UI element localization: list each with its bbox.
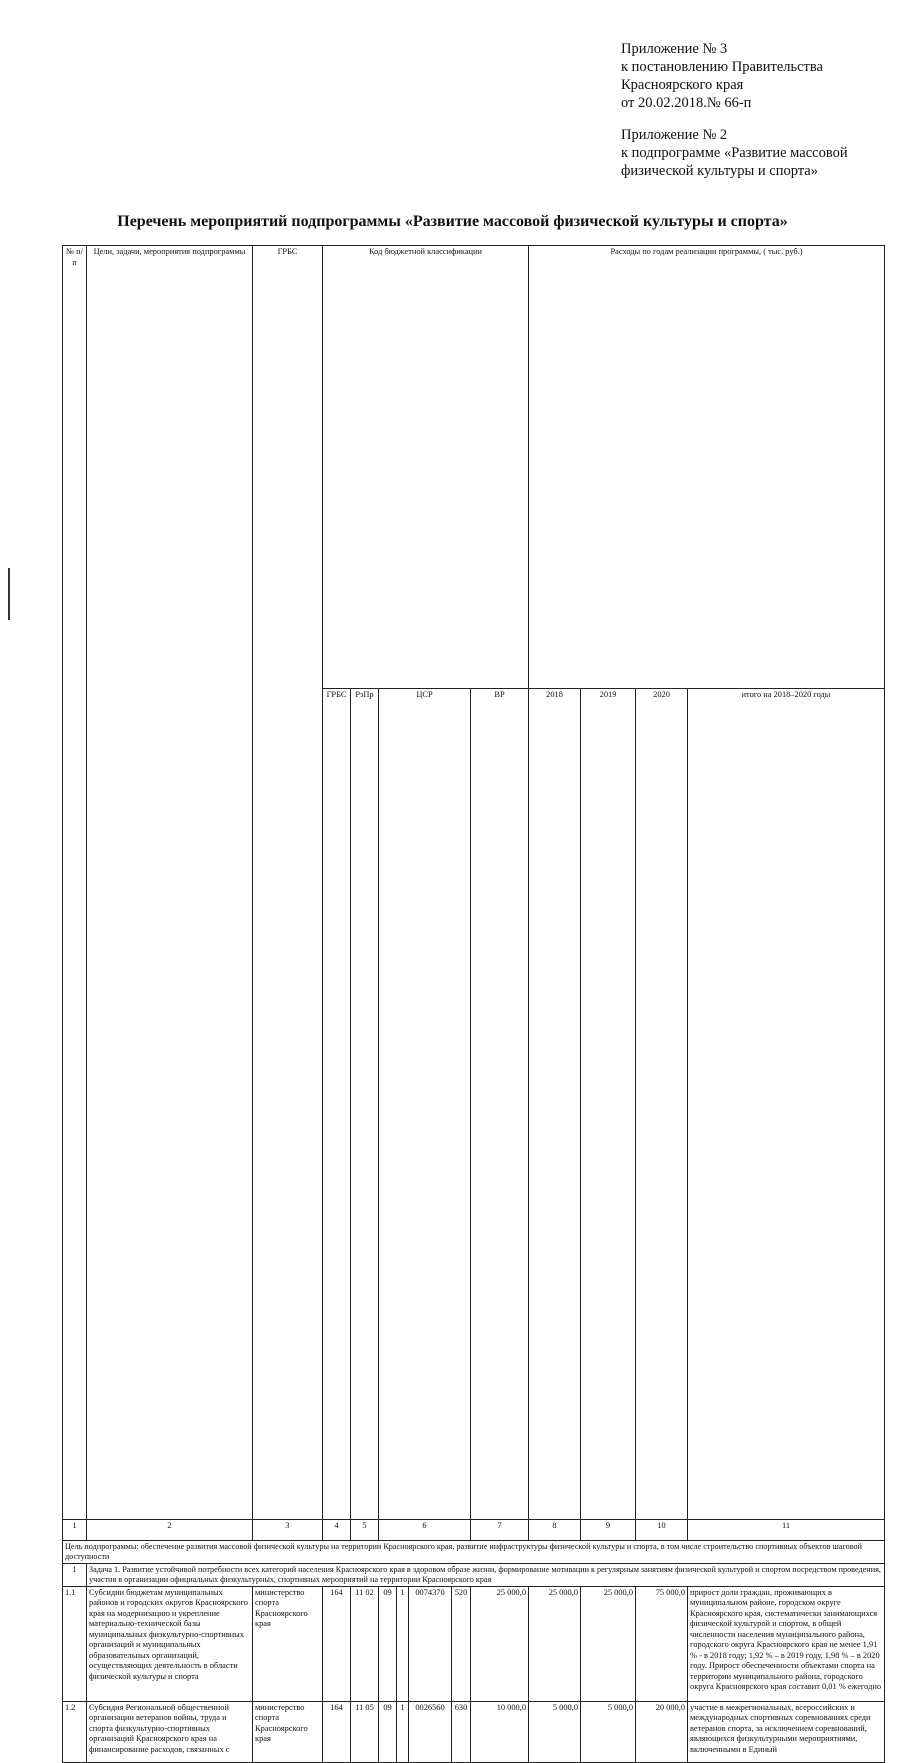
header-grbs: ГРБС: [253, 246, 323, 1520]
annex-3-line-4: от 20.02.2018.№ 66-п: [621, 95, 752, 111]
col-number: 9: [581, 1519, 636, 1540]
row-grbs-code: 164: [323, 1701, 351, 1762]
activities-table: [62, 245, 885, 1763]
header-grbs-code: ГРБС: [323, 688, 351, 1519]
row-2018: 25 000,0: [471, 1586, 529, 1701]
annex-2-line-3: физической культуры и спорта»: [621, 163, 818, 179]
col-number: 1: [63, 1519, 87, 1540]
task-num: 1: [63, 1563, 87, 1586]
row-total: 75 000,0: [636, 1586, 688, 1701]
header-2020: 2020: [636, 688, 688, 1519]
row-grbs: министерство спорта Красноярского края: [253, 1586, 323, 1701]
header-vr: ВР: [471, 688, 529, 1519]
row-grbs: министерство спорта Красноярского края: [253, 1701, 323, 1762]
annex-3-block: [621, 40, 823, 112]
row-2019: 25 000,0: [529, 1586, 581, 1701]
annex-2-line-2: к подпрограмме «Развитие массовой: [621, 145, 848, 161]
row-csr-program: 09: [379, 1586, 397, 1701]
task-row: [63, 1563, 885, 1586]
col-number: 2: [87, 1519, 253, 1540]
header-goals: Цели, задачи, мероприятия подпрограммы: [87, 246, 253, 1520]
row-name: Субсидии бюджетам муниципальных районов и городских округов Красноярского края на модернизацию и укрепление материально-технической базы муниципальных физкультурно-спортивных организаций и муниципальных образовательных организаций, осуществляющих деятельность в области физической культуры и спорта: [87, 1586, 253, 1701]
row-csr-code: 0026560: [409, 1701, 452, 1762]
table-row: [63, 1701, 885, 1762]
document-title: Перечень мероприятий подпрограммы «Развитие массовой физической культуры и спорта»: [117, 213, 788, 230]
goal-row: [63, 1540, 885, 1563]
header-2019: 2019: [581, 688, 636, 1519]
goal-text: Цель подпрограммы: обеспечение развития массовой физической культуры на территории Красноярского края, развитие инфраструктуры физической культуры и спорта, в том числе строительство спортивных объектов шаговой доступности: [63, 1540, 885, 1563]
row-rzpr: 11 05: [351, 1701, 379, 1762]
header-budget-code: Код бюджетной классификации: [323, 246, 529, 689]
row-result: прирост доли граждан, проживающих в муниципальном районе, городском округе Красноярского края, систематически занимающихся физической культурой и спортом, в общей численности населения муниципального района, городского округа Красноярского края не менее 1,91 % - в 2018 году; 1,92 % – в 2019 году, 1,98 % – в 2020 году. Прирост обеспеченности объектами спорта на территории муниципального района, городского округа Красноярского края составит 0,01 % ежегодно: [688, 1586, 885, 1701]
col-number: 3: [253, 1519, 323, 1540]
annex-2-block: [621, 126, 848, 180]
row-csr-subprogram: 1: [397, 1701, 409, 1762]
column-numbers-row: [63, 1519, 885, 1540]
header-total: итого на 2018–2020 годы: [688, 688, 885, 1519]
row-2020: 25 000,0: [581, 1586, 636, 1701]
row-csr-program: 09: [379, 1701, 397, 1762]
row-csr-subprogram: 1: [397, 1586, 409, 1701]
col-number: 4: [323, 1519, 351, 1540]
col-number: 8: [529, 1519, 581, 1540]
row-2020: 5 000,0: [581, 1701, 636, 1762]
annex-2-line-1: Приложение № 2: [621, 127, 728, 143]
row-num: 1.2: [63, 1701, 87, 1762]
row-csr-code: 0074370: [409, 1586, 452, 1701]
table-row: [63, 1586, 885, 1701]
row-rzpr: 11 02: [351, 1586, 379, 1701]
header-rzpr: РзПр: [351, 688, 379, 1519]
row-2019: 5 000,0: [529, 1701, 581, 1762]
row-grbs-code: 164: [323, 1586, 351, 1701]
col-number: 5: [351, 1519, 379, 1540]
header-2018: 2018: [529, 688, 581, 1519]
col-number: 11: [688, 1519, 885, 1540]
col-number: 7: [471, 1519, 529, 1540]
row-total: 20 000,0: [636, 1701, 688, 1762]
row-vr: 520: [452, 1586, 471, 1701]
annex-3-line-1: Приложение № 3: [621, 41, 728, 57]
row-num: 1.1: [63, 1586, 87, 1701]
col-number: 6: [379, 1519, 471, 1540]
row-vr: 630: [452, 1701, 471, 1762]
row-name: Субсидия Региональной общественной организации ветеранов войны, труда и спорта физкультурно-спортивных организаций Красноярского края на финансирование расходов, связанных с: [87, 1701, 253, 1762]
annex-3-line-3: Красноярского края: [621, 77, 744, 93]
row-2018: 10 000,0: [471, 1701, 529, 1762]
scan-margin-mark: [8, 568, 10, 620]
header-csr: ЦСР: [379, 688, 471, 1519]
annex-3-line-2: к постановлению Правительства: [621, 59, 823, 75]
col-number: 10: [636, 1519, 688, 1540]
header-expenses: Расходы по годам реализации программы, ( тыс. руб.): [529, 246, 885, 689]
row-result: участие в межрегиональных, всероссийских и международных спортивных соревнованиях среди ветеранов спорта, за исключением соревнований, являющихся физкультурными мероприятиями, включенными в Единый: [688, 1701, 885, 1762]
task-text: Задача 1. Развитие устойчивой потребности всех категорий населения Красноярского края в здоровом образе жизни, формирование мотивации к регулярным занятиям физической культурой и спортом посредством проведения, участия в организации официальных физкультурных, спортивных мероприятий на территории Красноярского края: [87, 1563, 885, 1586]
header-num: № п/п: [63, 246, 87, 1520]
